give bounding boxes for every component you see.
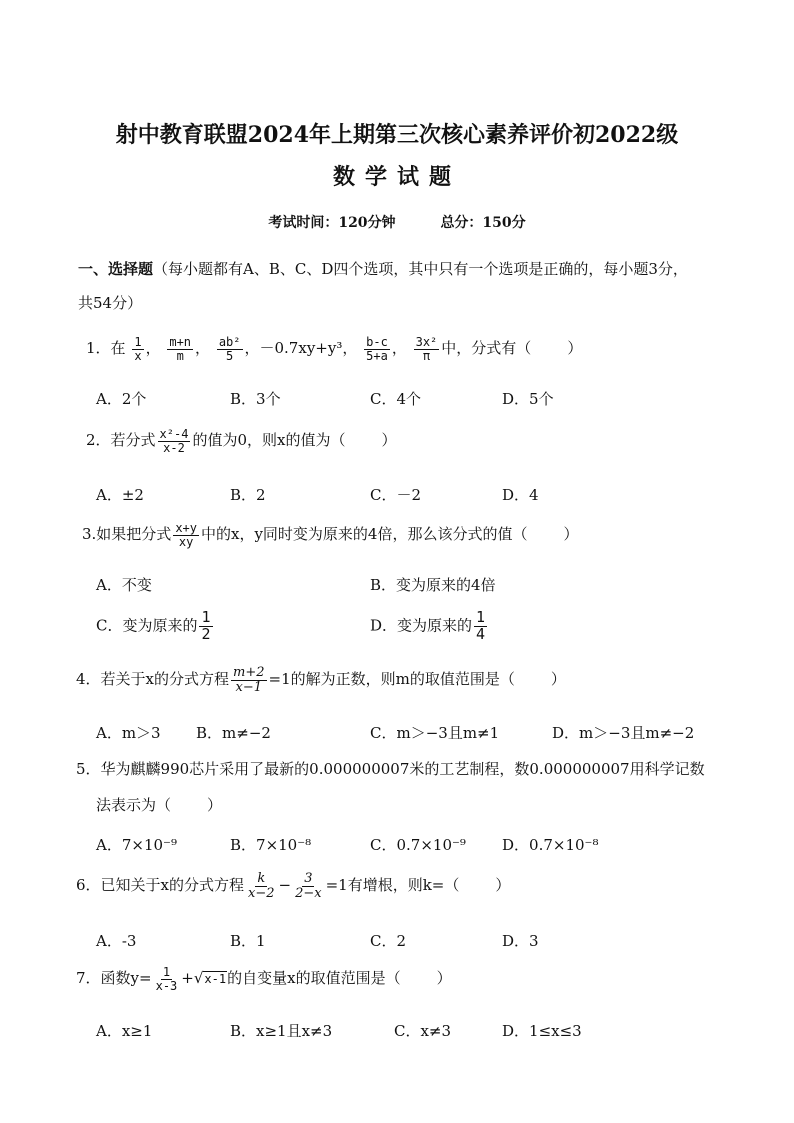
fraction: $\frac{\text{3x²}}{\pi}$: [415, 335, 438, 363]
option-c: C．－2: [370, 486, 422, 504]
section-note-1: （每小题都有A、B、C、D四个选项，其中只有一个选项是正确的，每小题3分，: [153, 260, 688, 278]
question-3: 3.如果把分式 $\frac{x+y}{xy}$ 中的x，y同时变为原来的4倍，那么该分式的值（ ）: [82, 521, 579, 549]
fraction: $\frac{1}{x}$: [134, 335, 142, 363]
option-d: D．变为原来的 $\frac{1}{4}$: [370, 608, 486, 643]
exam-score: 总分：150分: [440, 215, 526, 231]
fraction: $\frac{1}{2}$: [201, 608, 211, 643]
exam-meta: [0, 212, 794, 232]
fraction: $\frac{x+y}{xy}$: [175, 521, 197, 549]
fraction: $\frac{b-c}{5+a}$: [366, 335, 388, 363]
fraction: $\frac{m+2}{x-1}$: [233, 665, 265, 695]
section-note-2: 共54分）: [78, 294, 143, 312]
question-2: 2．若分式 $\frac{\text{x²-4}}{x-2}$ 的值为0，则x的值为（ ）: [86, 427, 397, 455]
exam-title: 射中教育联盟2024年上期第三次核心素养评价初2022级: [115, 122, 679, 148]
question-5-line-2: 法表示为（ ）: [96, 796, 223, 814]
option-d: D．5个: [502, 390, 554, 408]
fraction: $\frac{1}{4}$: [476, 608, 486, 643]
option-c: C．x≠3: [394, 1022, 452, 1040]
section-title: 一、选择题: [78, 260, 154, 278]
option-b: B．2: [230, 486, 266, 504]
option-a: A．x≥1: [96, 1022, 153, 1040]
option-a: A．7×10⁻⁹: [96, 836, 177, 854]
option-c: C．4个: [370, 390, 422, 408]
exam-subtitle: 数学试题: [332, 164, 461, 190]
radicand: x-1: [204, 972, 227, 987]
question-5-line-1: 5．华为麒麟990芯片采用了最新的0.000000007米的工艺制程，数0.000000007用科学记数: [76, 760, 705, 778]
option-c: C．m＞−3且m≠1: [370, 724, 500, 742]
section-heading: [78, 258, 688, 279]
option-a: A．不变: [96, 576, 152, 594]
option-c: C．2: [370, 932, 407, 950]
option-c: C．0.7×10⁻⁹: [370, 836, 466, 854]
option-b: B．1: [230, 932, 266, 950]
question-7: 7．函数y= $\frac{1}{x-3}$ +√x-1的自变量x的取值范围是（ ）: [76, 965, 452, 993]
option-c: C．变为原来的 $\frac{1}{2}$: [96, 608, 211, 643]
option-a: A．-3: [96, 932, 137, 950]
option-a: A．2个: [96, 390, 147, 408]
fraction: $\frac{k}{x-2}$: [248, 871, 275, 901]
fraction: $\frac{1}{x-3}$: [155, 965, 178, 993]
option-b: B．变为原来的4倍: [370, 576, 496, 594]
option-b: B．3个: [230, 390, 281, 408]
option-d: D．4: [502, 486, 539, 504]
question-6: 6．已知关于x的分式方程 $\frac{k}{x-2}$ − $\frac{3}{2-x}$ =1有增根，则k=（ ）: [76, 871, 511, 901]
fraction: $\frac{3}{2-x}$: [295, 871, 322, 901]
option-d: D．1≤x≤3: [502, 1022, 582, 1040]
option-b: B．x≥1且x≠3: [230, 1022, 333, 1040]
fraction: $\frac{m+n}{m}$: [169, 335, 192, 363]
fraction: $\frac{\text{x²-4}}{x-2}$: [159, 427, 189, 455]
option-a: A．m＞3: [96, 724, 161, 742]
option-a: A．±2: [96, 486, 144, 504]
exam-time: 考试时间：120分钟: [268, 215, 396, 231]
option-b: B．m≠−2: [196, 724, 271, 742]
option-d: D．0.7×10⁻⁸: [502, 836, 599, 854]
option-d: D．3: [502, 932, 539, 950]
fraction: $\frac{\text{ab²}}{5}$: [218, 335, 241, 363]
question-4: 4．若关于x的分式方程 $\frac{m+2}{x-1}$ =1的解为正数，则m的取值范围是（ ）: [76, 665, 566, 695]
question-1: 1．在 $\frac{1}{x}$ ， $\frac{m+n}{m}$ ， $\frac{\text{ab²}}{5}$ ，－0.7xy+y³， $\frac{b-c}{5+a}$ ， $\frac{\text{3x²}}{\pi}$ 中，分式有（ ）: [86, 335, 583, 363]
option-d: D．m＞−3且m≠−2: [552, 724, 695, 742]
option-b: B．7×10⁻⁸: [230, 836, 312, 854]
